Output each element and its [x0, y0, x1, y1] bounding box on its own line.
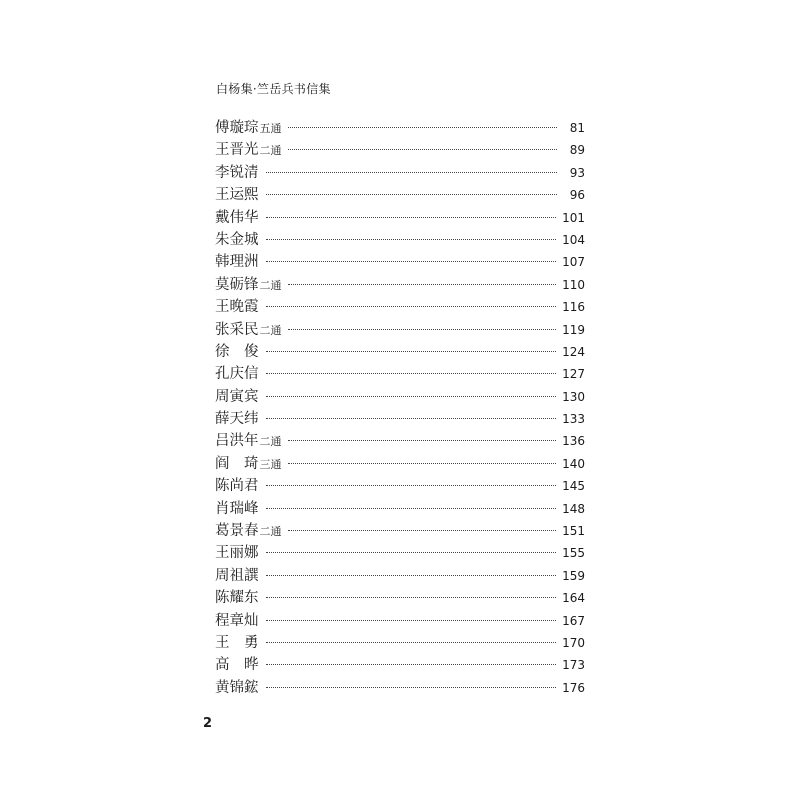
toc-entry-name: 王晚霞	[215, 299, 259, 316]
table-of-contents	[215, 117, 585, 699]
toc-entry	[215, 632, 585, 654]
toc-entry-name: 王运熙	[215, 187, 259, 204]
dot-leader	[266, 687, 557, 688]
dot-leader	[266, 373, 557, 374]
dot-leader	[288, 440, 557, 441]
toc-entry-page: 148	[562, 501, 585, 516]
toc-entry-name: 徐 俊	[215, 343, 259, 360]
toc-entry	[215, 542, 585, 564]
toc-entry-name: 孔庆信	[215, 366, 259, 383]
dot-leader	[266, 194, 558, 195]
dot-leader	[266, 485, 557, 486]
toc-entry-page: 151	[562, 524, 585, 539]
toc-entry-name: 陈尚君	[215, 478, 259, 495]
toc-entry-page: 133	[562, 412, 585, 427]
toc-entry-page: 140	[562, 456, 585, 471]
dot-leader	[266, 239, 557, 240]
toc-entry-note: 二通	[259, 278, 282, 292]
toc-entry	[215, 565, 585, 587]
toc-entry	[215, 453, 585, 475]
dot-leader	[266, 261, 557, 262]
toc-entry-name: 傅璇琮	[215, 120, 259, 136]
running-title: 白杨集·竺岳兵书信集	[216, 82, 331, 96]
toc-entry-name: 黄锦鋐	[215, 679, 259, 696]
dot-leader	[266, 172, 558, 173]
toc-entry-name: 肖瑞峰	[215, 500, 259, 517]
toc-entry-page: 81	[569, 121, 585, 135]
toc-entry-name: 张采民	[215, 321, 259, 338]
dot-leader	[266, 418, 557, 419]
toc-entry	[215, 341, 585, 363]
dot-leader	[266, 620, 557, 621]
toc-entry-page: 136	[562, 434, 585, 449]
toc-entry	[215, 408, 585, 430]
dot-leader	[266, 575, 557, 576]
dot-leader	[266, 217, 557, 218]
dot-leader	[266, 552, 557, 553]
toc-entry-name: 王晋光	[215, 142, 259, 159]
toc-entry-note: 二通	[259, 144, 282, 158]
toc-entry-note: 五通	[259, 122, 282, 135]
dot-leader	[288, 127, 558, 128]
dot-leader	[266, 306, 557, 307]
toc-entry	[215, 319, 585, 341]
toc-entry-note: 二通	[259, 323, 282, 337]
toc-entry	[215, 229, 585, 251]
toc-entry-page: 116	[562, 300, 585, 315]
toc-entry-page: 167	[562, 613, 585, 628]
toc-entry	[215, 162, 585, 184]
toc-entry-name: 王 勇	[215, 634, 259, 651]
toc-entry-page: 173	[562, 658, 585, 673]
dot-leader	[288, 149, 558, 150]
toc-entry-name: 王丽娜	[215, 545, 259, 562]
toc-entry-name: 薛天纬	[215, 411, 259, 428]
dot-leader	[266, 508, 557, 509]
toc-entry-page: 155	[562, 546, 585, 561]
toc-entry-page: 107	[562, 255, 585, 270]
toc-entry-name: 程章灿	[215, 612, 259, 629]
toc-entry	[215, 498, 585, 520]
toc-entry-name: 高 晔	[215, 657, 259, 674]
toc-entry	[215, 184, 585, 206]
toc-entry-name: 莫砺锋	[215, 276, 259, 293]
dot-leader	[266, 642, 557, 643]
toc-entry	[215, 587, 585, 609]
dot-leader	[288, 463, 557, 464]
toc-entry-name: 吕洪年	[215, 433, 259, 450]
toc-entry-name: 周祖譔	[215, 567, 259, 584]
toc-entry	[215, 610, 585, 632]
toc-entry-page: 124	[562, 344, 585, 359]
dot-leader	[266, 597, 557, 598]
toc-entry-name: 李锐清	[215, 164, 259, 181]
toc-entry	[215, 117, 585, 139]
toc-entry	[215, 251, 585, 273]
dot-leader	[288, 284, 557, 285]
toc-entry-page: 164	[562, 591, 585, 606]
dot-leader	[288, 530, 557, 531]
toc-entry	[215, 430, 585, 452]
toc-entry-name: 韩理洲	[215, 254, 259, 271]
dot-leader	[266, 396, 557, 397]
toc-entry-page: 119	[562, 322, 585, 337]
dot-leader	[266, 351, 557, 352]
toc-entry-name: 葛景春	[215, 523, 259, 540]
toc-entry-page: 110	[562, 277, 585, 292]
toc-entry-name: 朱金城	[215, 231, 259, 248]
toc-entry-page: 130	[562, 389, 585, 404]
toc-entry-page: 127	[562, 367, 585, 382]
toc-entry-name: 陈耀东	[215, 590, 259, 607]
toc-entry-page: 93	[569, 165, 585, 180]
toc-entry-page: 159	[562, 568, 585, 583]
toc-entry-name: 周寅宾	[215, 388, 259, 405]
page-number: 2	[203, 716, 213, 731]
toc-entry-page: 101	[562, 210, 585, 225]
toc-entry	[215, 296, 585, 318]
dot-leader	[288, 329, 557, 330]
toc-entry-page: 170	[562, 635, 585, 650]
toc-entry	[215, 139, 585, 161]
toc-entry-page: 96	[569, 188, 585, 203]
toc-entry-page: 89	[569, 143, 585, 158]
toc-entry-note: 二通	[259, 525, 282, 539]
toc-entry	[215, 363, 585, 385]
dot-leader	[266, 664, 557, 665]
toc-entry	[215, 207, 585, 229]
toc-entry-page: 104	[562, 232, 585, 247]
toc-entry	[215, 677, 585, 699]
toc-entry-note: 二通	[259, 435, 282, 449]
toc-entry-name: 戴伟华	[215, 209, 259, 226]
toc-entry-name: 阎 琦	[215, 455, 259, 472]
toc-entry-note: 三通	[259, 457, 282, 471]
toc-entry-page: 176	[562, 680, 585, 695]
toc-entry	[215, 274, 585, 296]
toc-entry	[215, 386, 585, 408]
toc-entry-page: 145	[562, 479, 585, 494]
toc-entry	[215, 475, 585, 497]
toc-entry	[215, 654, 585, 676]
toc-entry	[215, 520, 585, 542]
